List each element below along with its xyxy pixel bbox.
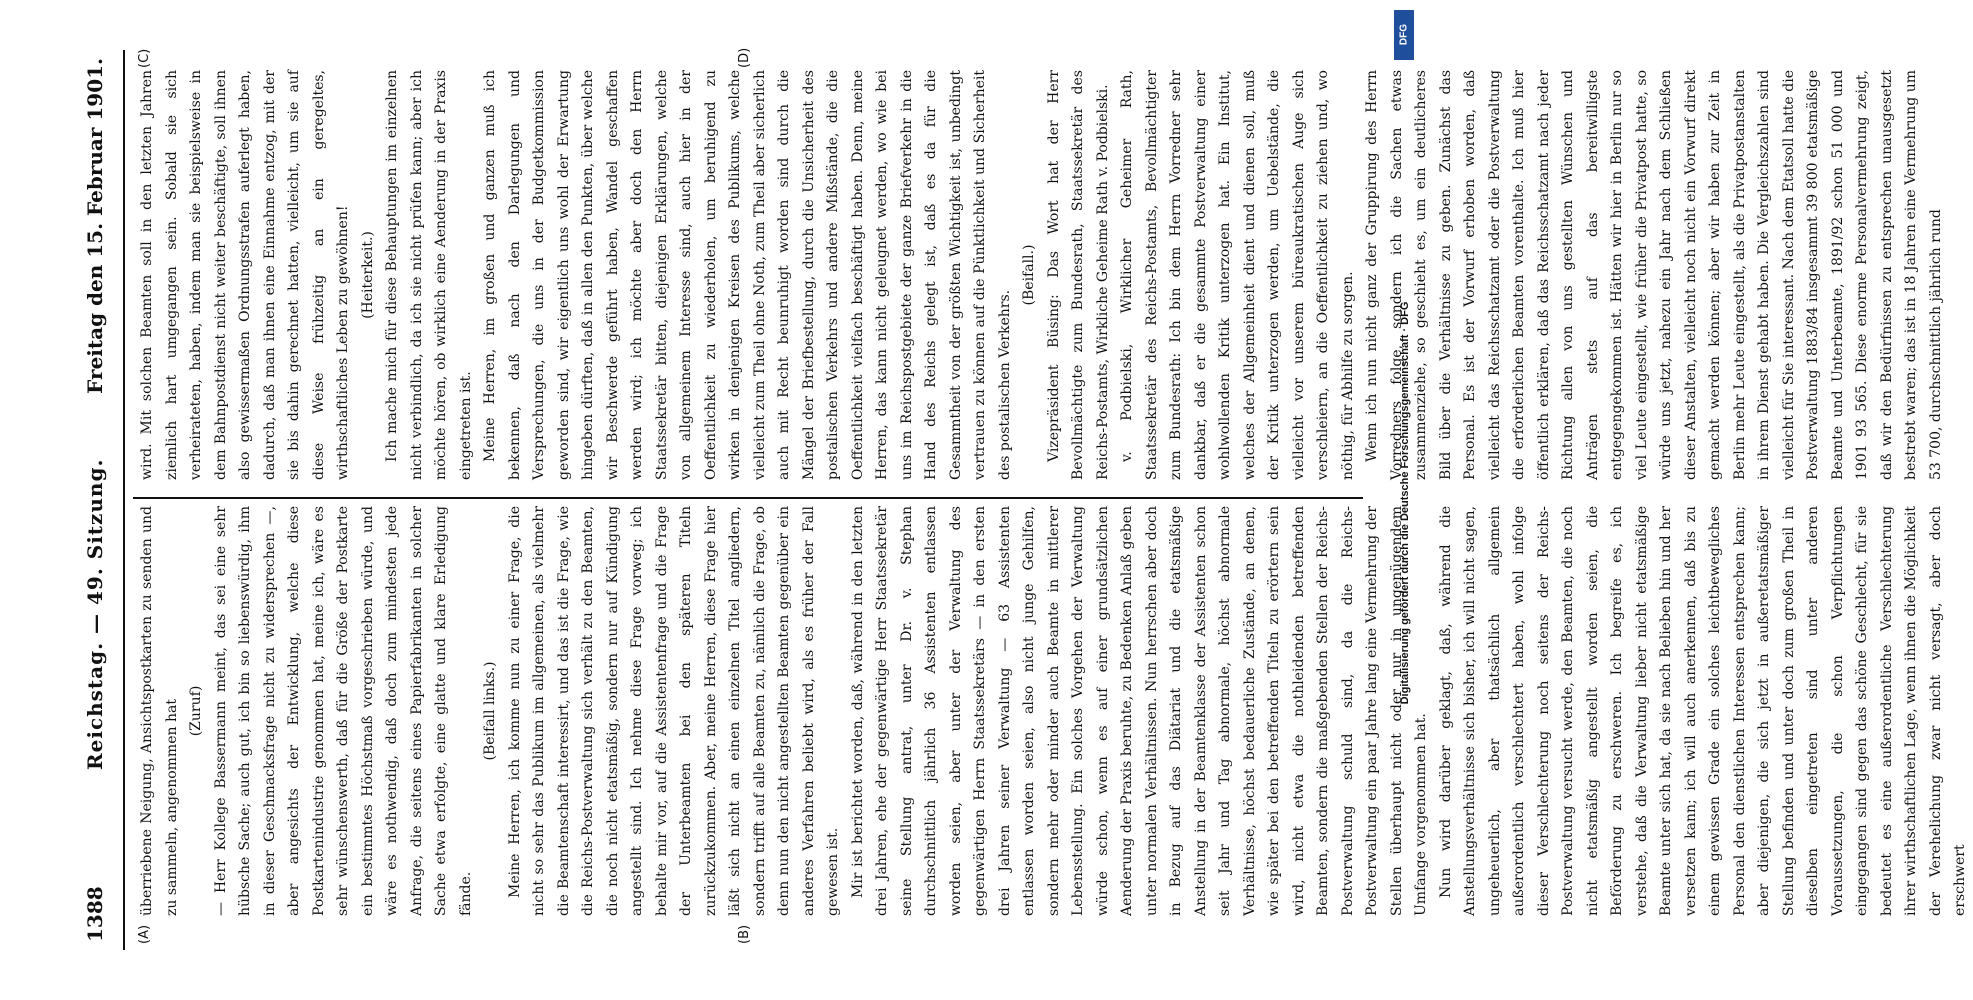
paragraph: v. Podbielski, Wirklicher Geheimer Rath, Staatssekretär des Reichs-Postamts, Bevollmächtigter zum Bundesrath: Ich bin dem Herrn Vorredner sehr dankbar, daß er die gesammte Postverwaltung einer wohlwollenden Kritik unterzogen hat. Ein Institut, welches der Allgemeinheit dient und dienen soll, muß der Kritik unterzogen werden, um Uebelstände, die vielleicht vor unserem büreaukratischen Auge sich verschleiern, an die Oeffentlichkeit zu ziehen und, wo nöthig, für Abhilfe zu sorgen. [1119,70,1356,480]
dfg-logo-text: DFG [1398,23,1410,46]
paragraph: Vizepräsident Büsing: Das Wort hat der Herr Bevollmächtigte zum Bundesrath, Staatssekretär des Reichs-Postamts, Wirkliche Geheime Rath v. Podbielski. [1045,70,1111,480]
page-number: 1388 [83,886,107,942]
paragraph: Ich mache mich für diese Behauptungen im einzelnen nicht verbindlich, da ich sie nicht prüfen kann; aber ich möchte hören, ob wirklich eine Aenderung in der Praxis eingetreten ist. [384,70,474,480]
interjection: (Heiterkeit.) [359,231,376,319]
column-divider [133,497,1363,499]
margin-mark-a: (A) [137,924,152,944]
dfg-logo [1394,10,1414,60]
margin-mark-b: (B) [737,924,752,944]
right-column [135,70,1944,480]
paragraph: Mir ist berichtet worden, daß, während in den letzten drei Jahren, ehe der gegenwärtige Herr Staatssekretär seine Stellung antrat, unter Dr. v. Stephan durchschnittlich jährlich 36 Assistenten entlassen worden seien, aber unter der Verwaltung des gegenwärtigen Herrn Staatssekretärs — in den ersten drei Jahren seiner Verwaltung — 63 Assistenten entlassen worden seien, also nicht junge Gehilfen, sondern mehr oder minder auch Beamte in mittlerer Lebensstellung. Ein solches Vorgehen der Verwaltung würde schon, wenn es auf einer grundsätzlichen Aenderung der Praxis beruhte, zu Bedenken Anlaß geben unter normalen Verhältnissen. Nun herrschen aber doch in Bezug auf das Diätariat und die etatsmäßige Anstellung in der Beamtenklasse der Assistenten schon seit Jahr und Tag abnormale, höchst abnormale Verhältnisse, höchst bedauerliche Zustände, an denen, wie später bei den betreffenden Titeln zu erörtern sein wird, nicht etwa die nothleidenden betreffenden Beamten, sondern die maßgebenden Stellen der Reichs-Postverwaltung schuld sind, da die Reichs-Postverwaltung ein paar Jahre lang eine Vermehrung der Stellen überhaupt nicht oder nur in ungenügendem Umfange vorgenommen hat. [849,506,1429,916]
paragraph: Meine Herren, ich komme nun zu einer Frage, die nicht so sehr das Publikum im allgemeinen, als vielmehr die Beamtenschaft interessirt, und das ist die Frage, wie die Reichs-Postverwaltung sich verhält zu den Beamten, die noch nicht etatsmäßig, sondern nur auf Kündigung angestellt sind. Ich nehme diese Frage vorweg; ich behalte mir vor, auf die Assistentenfrage und die Frage der Unterbeamten bei den späteren Titeln zurückzukommen. Aber, meine Herren, diese Frage hier läßt sich nicht an einen einzelnen Titel angliedern, sondern trifft auf alle Beamten zu, nämlich die Frage, ob denn nun den nicht angestellten Beamten gegenüber ein anderes Verfahren beliebt wird, als es früher der Fall gewesen ist. [506,506,841,916]
paragraph: Nun wird darüber geklagt, daß, während die Anstellungsverhältnisse sich bisher, ich will nicht sagen, ungeheuerlich, aber thatsächlich allgemein außerordentlich verschlechtert haben, wohl infolge dieser Verschlechterung noch seitens der Reichs-Postverwaltung versucht werde, den Beamten, die noch nicht etatsmäßig angestellt worden seien, die Beförderung zu erschweren. Ich begreife es, ich verstehe, daß die Verwaltung lieber nicht etatsmäßige Beamte unter sich hat, da sie nach Belieben hin und her versetzen kann; ich will auch anerkennen, daß bis zu einem gewissen Grade ein solches leichtbewegliches Personal den dienstlichen Interessen entsprechen kann; aber diejenigen, die sich jetzt in außeretatsmäßiger Stellung befinden und unter doch zum großen Theil in dieselben eingetreten sind unter anderen Voraussetzungen, die schon Verpflichtungen eingegangen sind gegen das schöne Geschlecht, für sie bedeutet es eine außerordentliche Verschlechterung ihrer wirthschaftlichen Lage, wenn ihnen die Möglichkeit der Verehelichung zwar nicht versagt, aber doch erschwert [1437,506,1968,916]
margin-mark-c: (C) [137,48,152,68]
page-title: Reichstag. — 49. Sitzung. [83,458,107,770]
paragraph: überriebene Neigung, Ansichtspostkarten zu senden und zu sammeln, angenommen hat [139,506,180,916]
paragraph: Wenn ich nun nicht ganz der Gruppirung des Herrn Vorredners folge, sondern ich die Sachen etwas zusammenziehe, so geschieht es, um ein deutlicheres Bild über die Verhältnisse zu geben. Zunächst das Personal. Es ist der Vorwurf erhoben worden, daß vielleicht das Reichsschatzamt oder die Postverwaltung die erforderlichen Beamten vorenthalte. Ich muß hier öffentlich erklären, daß das Reichsschatzamt nach jeder Richtung allen von uns gestellten Wünschen und Anträgen stets auf das bereitwilligste entgegengekommen ist. Hätten wir hier in Berlin nur so viel Leute eingestellt, wie früher die Privatpost hatte, so würde uns jetzt, nahezu ein Jahr nach dem Schließen dieser Anstalten, vielleicht noch nicht ein Vorwurf direkt gemacht werden können; aber wir haben zur Zeit in Berlin mehr Leute eingestellt, als die Privatpostanstalten in ihrem Dienst gehabt haben. Die Vergleichszahlen sind vielleicht für Sie interessant. Nach dem Etatsoll hatte die Postverwaltung 1883/84 insgesammt 39 800 etatsmäßige Beamte und Unterbeamte, 1891/92 schon 51 000 und 1901 93 565. Diese enorme Personalvermehrung zeigt, daß wir den Bedürfnissen zu entsprechen unausgesetzt bestrebt waren; das ist in 18 Jahren eine Vermehrung um 53 700, durchschnittlich jährlich rund [1364,70,1944,480]
dfg-credit: Digitalisierung gefördert durch die Deutsche Forschungsgemeinschaft · DFG [1399,301,1411,705]
interjection: (Zuruf) [188,685,204,737]
session-date: Freitag den 15. Februar 1901. [83,58,107,394]
dfg-sidebar [1384,4,1426,996]
interjection: (Beifall.) [1021,244,1037,306]
paragraph: wird. Mit solchen Beamten soll in den letzten Jahren ziemlich hart umgegangen sein. Sobald sie sich verheirateten, haben, indem man sie beispielsweise in dem Bahnpostdienst nicht weiter beschäftigte, soll ihnen also gewissermaßen Ordnungsstrafen auferlegt haben, dadurch, daß man ihnen eine Einnahme entzog, mit der sie bis dahin gerechnet hatten, vielleicht, um sie auf diese Weise frühzeitig an ein geregeltes, wirthschaftliches Leben zu gewöhnen! [139,70,351,480]
paragraph: — Herr Kollege Bassermann meint, das sei eine sehr hübsche Sache; auch gut, ich bin so liebenswürdig, ihm in dieser Geschmacksfrage nicht zu widersprechen —, aber angesichts der Entwicklung, welche diese Postkartenindustrie genommen hat, meine ich, wäre es sehr wünschenswerth, daß für die Größe der Postkarte ein bestimmtes Höchstmaß vorgeschrieben würde, und wäre es nothwendig, daß doch zum mindesten jede Anfrage, die seitens eines Papierfabrikanten in solcher Sache etwa erfolgte, eine glatte und klare Erledigung fände. [212,506,474,916]
page-header [75,50,125,950]
margin-mark-d: (D) [737,47,752,68]
paragraph: Meine Herren, im großen und ganzen muß ich bekennen, daß nach den Darlegungen und Versprechungen, die uns in der Budgetkommission geworden sind, wir eigentlich uns wohl der Erwartung hingeben dürften, daß in allen den Punkten, über welche wir Beschwerde geführt haben, Wandel geschaffen werden wird; ich möchte aber doch den Herrn Staatssekretär bitten, diejenigen Erklärungen, welche von allgemeinem Interesse sind, auch hier in der Oeffentlichkeit zu wiederholen, um beruhigend zu wirken in denjenigen Kreisen des Publikums, welche vielleicht zum Theil ohne Noth, zum Theil aber sicherlich auch mit Recht beunruhigt worden sind durch die Mängel der Briefbestellung, durch die Unsicherheit des postalischen Verkehrs und andere Mißstände, die die Oeffentlichkeit vielfach beschäftigt haben. Denn, meine Herren, das kann nicht geleugnet werden, wo wie bei uns im Reichspostgebiete der ganze Briefverkehr in die Hand des Reichs gelegt ist, daß es da für die Gesammtheit von der größten Wichtigkeit ist, unbedingt vertrauen zu können auf die Pünktlichkeit und Sicherheit des postalischen Verkehrs. [482,70,1013,480]
interjection: (Beifall links.) [482,661,498,761]
left-column [135,506,1968,916]
